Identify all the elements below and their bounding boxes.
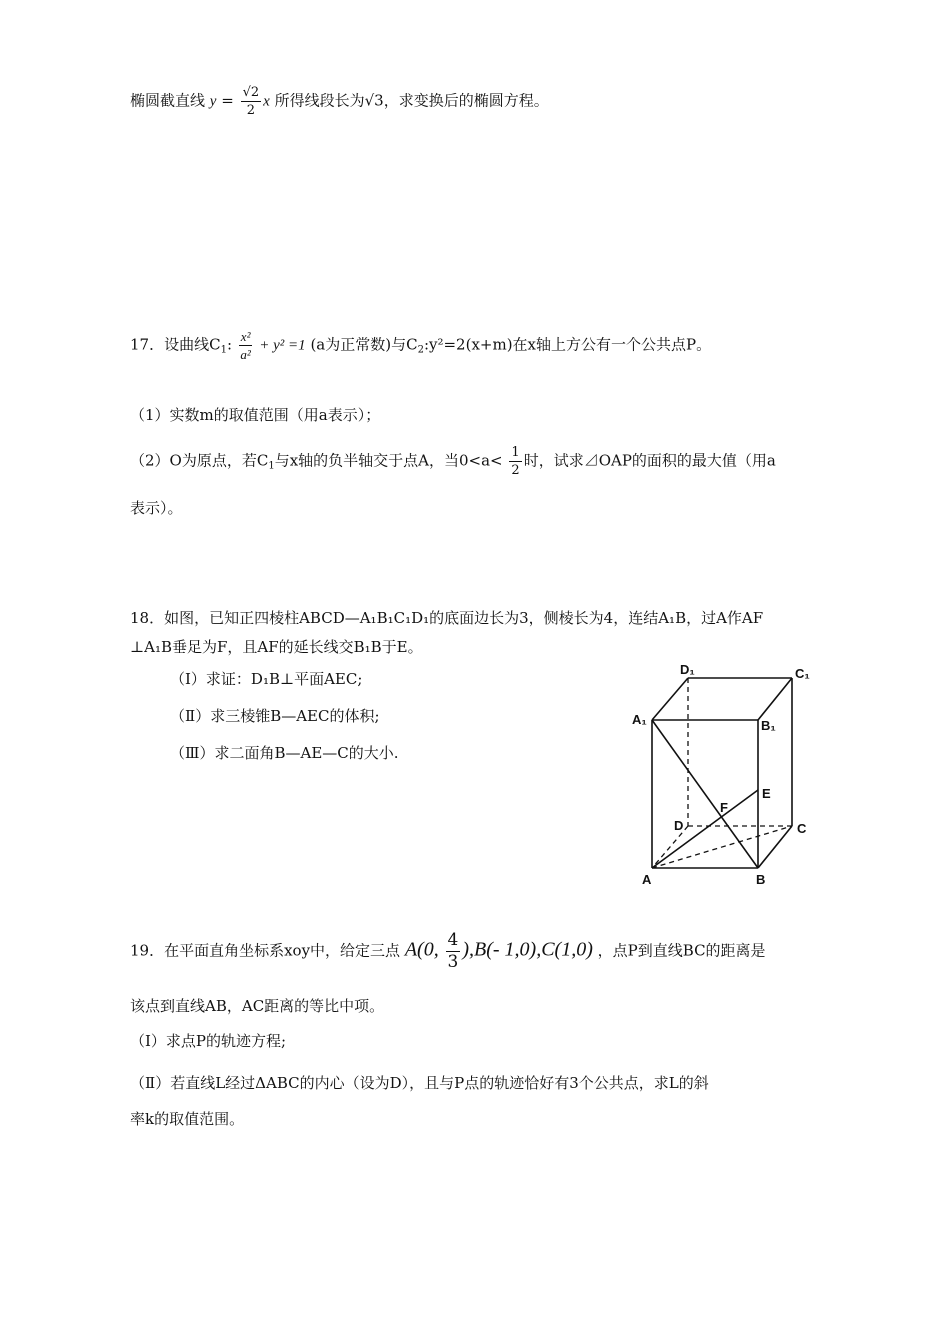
q17-part2-b: 与x轴的负半轴交于点A，当0<a< [274, 451, 503, 470]
q18-item3: （Ⅲ）求二面角B—AE—C的大小. [170, 744, 399, 762]
q18-item1: （Ⅰ）求证：D₁B⊥平面AEC; [170, 670, 363, 688]
edge-bc [758, 826, 792, 868]
q19-frac-num: 4 [447, 930, 459, 950]
q19-point-a-end: ), [462, 938, 475, 961]
q19-part1: （Ⅰ）求点P的轨迹方程; [130, 1032, 287, 1050]
q17-frac-den: a² [240, 347, 251, 362]
label-d: D [674, 818, 684, 833]
q18-line1: 18．如图，已知正四棱柱ABCD—A₁B₁C₁D₁的底面边长为3，侧棱长为4，连结A₁B，过A作AF [130, 609, 764, 627]
q16-prefix: 椭圆截直线 [130, 91, 206, 110]
q19-after: ，点P到直线BC的距离是 [597, 941, 766, 960]
label-c1: C₁ [795, 666, 810, 681]
q17-after-eq: (a为正常数)与C [310, 335, 418, 354]
q16-tail-line [130, 86, 549, 117]
label-e: E [762, 786, 771, 801]
label-c: C [797, 821, 807, 836]
q16-eq-x: x [263, 93, 270, 110]
q17-c1-colon: : [226, 335, 233, 354]
q17-part2: （2）O为原点，若$C_1$与x轴的负半轴交于点A，当0<a< $\frac{1}{2}$ 时，试求⊿OAP的面积的最大值（用a [130, 445, 776, 478]
q16-eq-y: y [209, 93, 217, 110]
q19-fraction [446, 932, 461, 971]
q16-length: √3 [364, 91, 384, 110]
q16-middle: 所得线段长为 [274, 91, 365, 110]
q16-eq-denominator: 2 [246, 103, 255, 118]
label-a: A [642, 872, 652, 887]
q17-stem: 17．设曲线$C_1$: $\frac{\text{x²}}{\text{a²}}$ + y² =1 (a为正常数)与$C_2:y^2=2(x+m)$在x轴上方公有一个公共点P。 [130, 329, 712, 362]
q16-eq-fraction [241, 86, 262, 117]
edge-d1a1 [652, 678, 688, 720]
label-b: B [756, 872, 766, 887]
q18-item2: （Ⅱ）求三棱锥B—AEC的体积; [170, 707, 380, 725]
q19-point-a-start: A(0, [404, 938, 439, 961]
q17-part2-c: 时，试求⊿OAP的面积的最大值（用a [523, 451, 776, 470]
q17-part2-fraction [509, 446, 521, 477]
label-f: F [720, 800, 728, 815]
q17-eq-rest: + y² =1 [259, 337, 306, 354]
segment-a1b [652, 720, 758, 868]
q17-fraction [239, 330, 253, 361]
q17-part1: （1）实数m的取值范围（用a表示）； [130, 406, 381, 424]
q19-line2: 该点到直线AB，AC距离的等比中项。 [130, 997, 385, 1015]
q19-point-c: C(1,0) [541, 938, 593, 961]
hidden-segment-ac [652, 826, 792, 868]
label-a1: A₁ [632, 712, 647, 727]
edge-c1b1 [758, 678, 792, 720]
q17-part2-frac-num: 1 [511, 445, 520, 460]
q17-part2-frac-den: 2 [511, 463, 520, 478]
q17-after-c2: :y²=2(x+m)在x轴上方公有一个公共点P。 [423, 335, 712, 354]
q16-eq-numerator: √2 [242, 85, 260, 100]
q17-part2-a: （2）O为原点，若C [130, 451, 269, 470]
label-b1: B₁ [761, 718, 776, 733]
prism-figure [630, 660, 820, 890]
q16-eq-equals: = [216, 91, 239, 110]
q17-part2-cont: 表示）。 [130, 499, 183, 517]
q19-part2-cont: 率k的取值范围。 [130, 1110, 245, 1128]
label-d1: D₁ [680, 662, 695, 677]
q16-suffix: ，求变换后的椭圆方程。 [383, 91, 549, 110]
q17-frac-num: x² [240, 329, 251, 344]
q19-point-b: B(- 1,0), [474, 938, 542, 961]
q19-part2: （Ⅱ）若直线L经过ΔABC的内心（设为D），且与P点的轨迹恰好有3个公共点，求L的斜 [130, 1074, 709, 1092]
segment-ae [652, 790, 758, 868]
q19-stem [130, 932, 766, 971]
q19-frac-den: 3 [447, 952, 459, 972]
q18-line2: ⊥A₁B垂足为F，且AF的延长线交B₁B于E。 [130, 638, 423, 656]
q19-lead: 19．在平面直角坐标系xoy中，给定三点 [130, 941, 401, 960]
q17-lead: 17．设曲线C [130, 335, 221, 354]
